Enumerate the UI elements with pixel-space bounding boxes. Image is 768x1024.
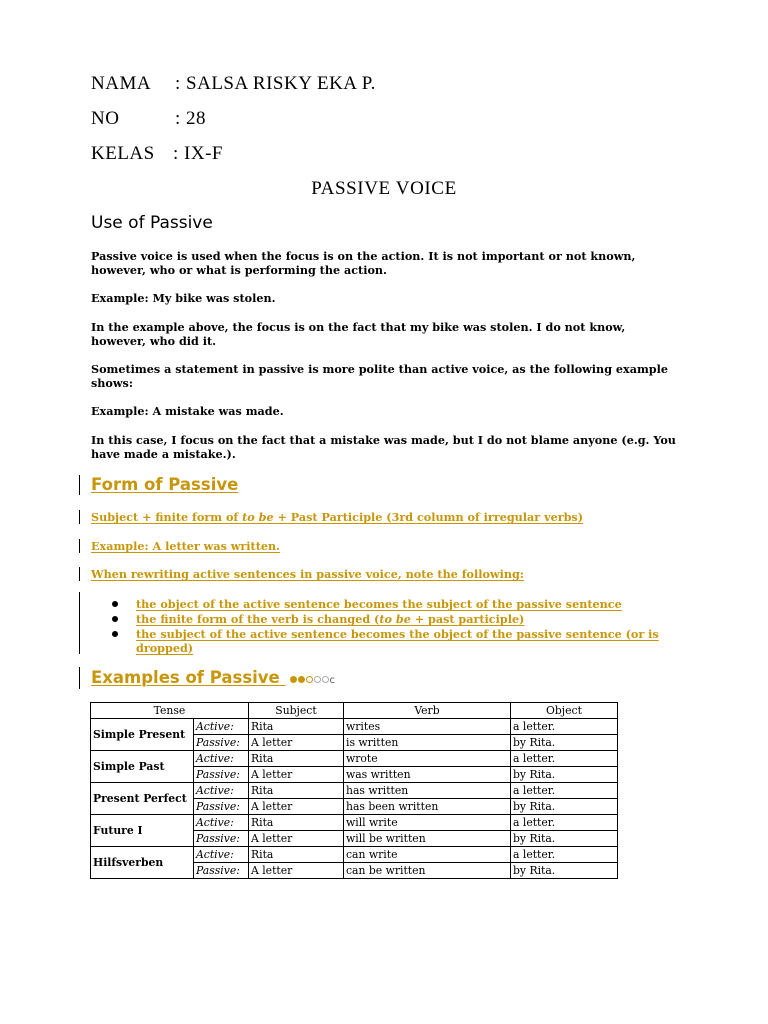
tense-cell: Simple Present [91,719,194,751]
verb-cell: was written [344,767,511,783]
bullet-icon [112,616,118,622]
use-heading: Use of Passive [91,213,213,233]
verb-cell: can be written [344,863,511,879]
bullet-icon [112,601,118,607]
list-item-text-italic: to be [379,612,411,626]
list-item-text-b: + past participle) [410,612,525,626]
passive-examples-table [90,702,618,879]
subject-cell: A letter [249,767,344,783]
list-item [112,597,672,611]
list-item [112,627,672,655]
no-line [91,108,206,130]
tense-cell: Hilfsverben [91,847,194,879]
object-cell: a letter. [511,783,618,799]
subject-cell: Rita [249,783,344,799]
voice-cell: Active: [194,751,249,767]
change-bar [79,475,80,495]
kelas-value: : IX-F [173,143,223,164]
circles-icon [290,669,330,688]
header-object: Object [511,703,618,719]
subject-cell: A letter [249,799,344,815]
list-item-text-a: the finite form of the verb is changed ( [136,612,380,626]
voice-cell: Active: [194,847,249,863]
formula-part-a: Subject + finite form of [91,510,243,524]
change-bar [79,567,80,581]
trailing-mark: c [329,675,336,686]
verb-cell: can write [344,847,511,863]
tense-cell: Simple Past [91,751,194,783]
bullet-icon [112,631,118,637]
header-verb: Verb [344,703,511,719]
table-row [91,815,618,831]
verb-cell: wrote [344,751,511,767]
list-item-text: the object of the active sentence becomes the subject of the passive sentence [136,597,622,611]
header-subject: Subject [249,703,344,719]
use-paragraph-3: In the example above, the focus is on the fact that my bike was stolen. I do not know, however, who did it. [91,320,626,348]
page-title: PASSIVE VOICE [311,178,457,199]
no-label: NO [91,108,120,129]
voice-cell: Passive: [194,735,249,751]
form-formula [91,510,583,524]
use-paragraph-4: Sometimes a statement in passive is more polite than active voice, as the following example shows: [91,362,668,390]
verb-cell: will be written [344,831,511,847]
subject-cell: A letter [249,863,344,879]
subject-cell: Rita [249,719,344,735]
voice-cell: Active: [194,719,249,735]
kelas-line [91,143,223,165]
object-cell: a letter. [511,815,618,831]
nama-value: : SALSA RISKY EKA P. [175,73,376,94]
use-paragraph-5: Example: A mistake was made. [91,404,284,418]
use-paragraph-1: Passive voice is used when the focus is on the action. It is not important or not known, however, who or what is performing the action. [91,249,636,277]
object-cell: by Rita. [511,767,618,783]
rules-list [112,597,672,656]
object-cell: a letter. [511,751,618,767]
list-item-text: the subject of the active sentence becomes the object of the passive sentence (or is dropped) [136,627,659,655]
object-cell: by Rita. [511,799,618,815]
change-bar [79,510,80,524]
examples-heading-text: Examples of Passive [91,668,280,687]
object-cell: by Rita. [511,831,618,847]
nama-line [91,73,376,95]
change-bar [79,667,80,689]
list-item [112,612,672,626]
voice-cell: Active: [194,783,249,799]
voice-cell: Passive: [194,831,249,847]
use-paragraph-2: Example: My bike was stolen. [91,291,276,305]
verb-cell: has been written [344,799,511,815]
table-row [91,847,618,863]
subject-cell: A letter [249,735,344,751]
table-row [91,719,618,735]
verb-cell: has written [344,783,511,799]
subject-cell: A letter [249,831,344,847]
object-cell: a letter. [511,847,618,863]
formula-part-b: + Past Participle (3rd column of irregular verbs) [273,510,584,524]
voice-cell: Passive: [194,799,249,815]
table-row [91,783,618,799]
table-header-row [91,703,618,719]
nama-label: NAMA [91,73,152,94]
header-tense: Tense [91,703,249,719]
object-cell: by Rita. [511,863,618,879]
list-item-text [136,612,524,626]
no-value: : 28 [175,108,207,129]
table-row [91,751,618,767]
kelas-label: KELAS [91,143,155,164]
form-example: Example: A letter was written. [91,539,281,553]
subject-cell: Rita [249,815,344,831]
verb-cell: writes [344,719,511,735]
form-heading: Form of Passive [91,475,239,494]
change-bar [79,539,80,553]
examples-heading [91,668,335,688]
verb-cell: will write [344,815,511,831]
voice-cell: Passive: [194,863,249,879]
tense-cell: Present Perfect [91,783,194,815]
use-paragraph-6: In this case, I focus on the fact that a mistake was made, but I do not blame anyone (e.g. You have made a mistake.). [91,433,676,461]
form-note: When rewriting active sentences in passive voice, note the following: [91,567,524,581]
tense-cell: Future I [91,815,194,847]
subject-cell: Rita [249,751,344,767]
formula-italic: to be [242,510,274,524]
subject-cell: Rita [249,847,344,863]
voice-cell: Active: [194,815,249,831]
verb-cell: is written [344,735,511,751]
change-bar [79,592,80,654]
object-cell: a letter. [511,719,618,735]
object-cell: by Rita. [511,735,618,751]
voice-cell: Passive: [194,767,249,783]
